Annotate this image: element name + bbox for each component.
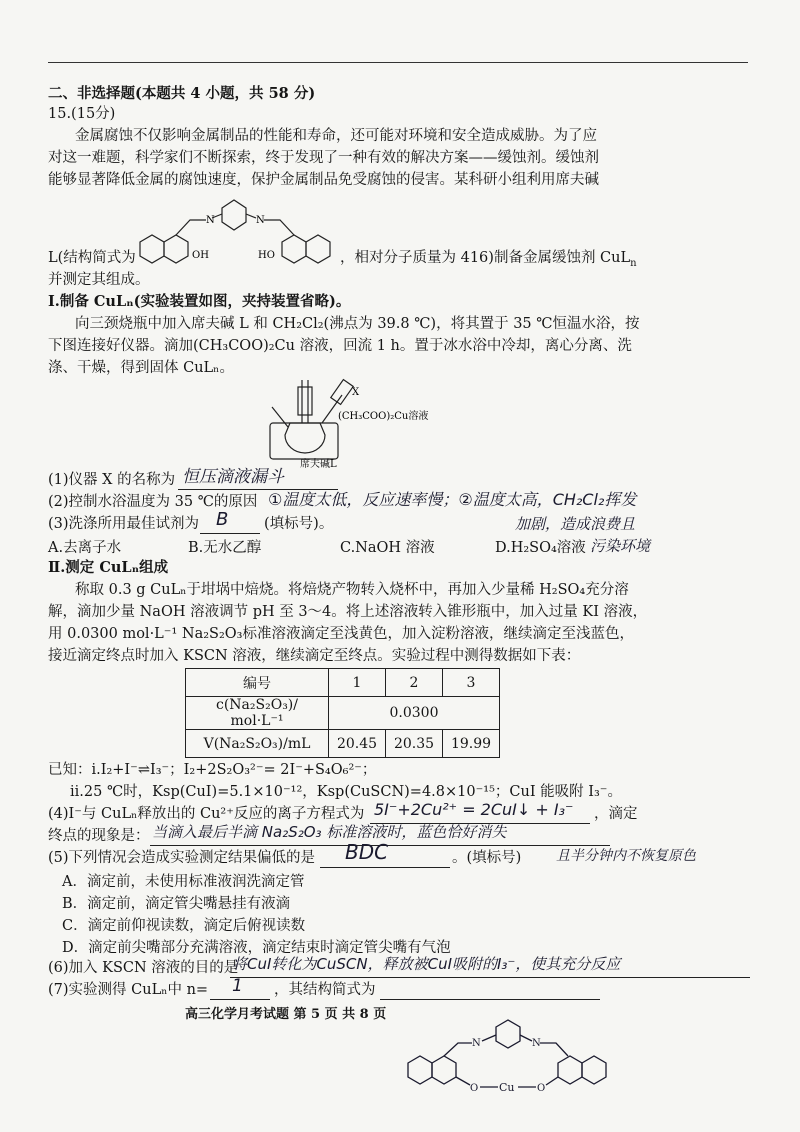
q7-tail: ，其结构简式为: [274, 982, 376, 998]
ligand-ring: [140, 235, 164, 263]
titration-table: [185, 668, 500, 758]
table-header: 3: [443, 669, 500, 697]
product-o-label: O: [470, 1083, 479, 1094]
ligand-ring: [222, 200, 246, 230]
product-ring: [432, 1056, 456, 1084]
apparatus-label-cu: (CH₃COO)₂Cu溶液: [338, 411, 429, 422]
q5-option-a: A．滴定前，未使用标准液润洗滴定管: [62, 874, 305, 890]
q6-blank: [230, 976, 750, 978]
q4-tail: ，滴定: [594, 806, 638, 822]
q4-line2: 终点的现象是：: [48, 828, 150, 844]
q1-answer: 恒压滴液漏斗: [182, 467, 284, 487]
product-bond: [546, 1077, 558, 1085]
page-footer: 高三化学月考试题 第 5 页 共 8 页: [185, 1007, 387, 1022]
ligand-suffix-text: ，相对分子质量为 416)制备金属缓蚀剂 CuL: [340, 250, 631, 266]
ligand-ring: [282, 235, 306, 263]
part1-text: 下图连接好仪器。滴加(CH₃COO)₂Cu 溶液，回流 1 h。置于冰水浴中冷却，离心分离、洗: [48, 338, 632, 354]
q4-answer: 5I⁻+2Cu²⁺ = 2CuI↓ + I₃⁻: [374, 800, 574, 819]
table-cell: 0.0300: [329, 697, 500, 730]
ligand-line2: 并测定其组成。: [48, 272, 150, 288]
q3-option-b: B.无水乙醇: [188, 540, 262, 556]
product-n-label: N: [472, 1038, 481, 1049]
condenser-jacket: [298, 387, 312, 415]
apparatus-label-flask: 席夫碱L: [300, 459, 337, 470]
table-cell: 20.45: [329, 730, 386, 758]
q3-option-c: C.NaOH 溶液: [340, 540, 435, 556]
q5-answer: BDC: [345, 840, 389, 864]
product-ring: [582, 1056, 606, 1084]
table-row: [186, 669, 500, 697]
section-title: 二、非选择题(本题共 4 小题，共 58 分): [48, 85, 316, 102]
q3-blank: [200, 532, 260, 534]
ligand-suffix-sub: n: [630, 257, 637, 269]
ligand-n-label: N: [256, 215, 265, 226]
table-cell: c(Na₂S₂O₃)/ mol·L⁻¹: [186, 697, 329, 730]
part1-text: 向三颈烧瓶中加入席夫碱 L 和 CH₂Cl₂(沸点为 39.8 ℃)，将其置于 35 ℃恒温水浴，按: [75, 316, 640, 332]
q4-answer-2: 当滴入最后半滴 Na₂S₂O₃ 标准溶液时，蓝色恰好消失: [152, 823, 507, 841]
top-rule: [48, 62, 748, 63]
ligand-structure-diagram: [130, 190, 340, 270]
table-row: [186, 730, 500, 758]
product-bond: [444, 1043, 472, 1056]
flask: [285, 423, 325, 453]
table-header: 2: [386, 669, 443, 697]
q2-answer-cont: 加剧，造成浪费且: [515, 515, 636, 533]
table-header: 编号: [186, 669, 329, 697]
water-bath: [270, 423, 338, 459]
ligand-suffix: [340, 248, 637, 274]
ligand-oh-label: OH: [192, 250, 209, 261]
ligand-ho-label: HO: [258, 250, 275, 261]
product-cu-label: Cu: [499, 1081, 515, 1094]
part2-text: 接近滴定终点时加入 KSCN 溶液，继续滴定至终点。实验过程中测得数据如下表：: [48, 648, 581, 664]
q3-text: (3)洗涤所用最佳试剂为: [48, 516, 200, 532]
q3-answer: B: [216, 509, 229, 530]
q3-option-d: D.H₂SO₄溶液: [495, 540, 586, 556]
q4-text: (4)I⁻与 CuLₙ释放出的 Cu²⁺反应的离子方程式为: [48, 806, 365, 822]
funnel-x-body: [331, 380, 353, 405]
known-2: ii.25 ℃时，Ksp(CuI)=5.1×10⁻¹²，Ksp(CuSCN)=4.8×10⁻¹⁵；CuI 能吸附 I₃⁻。: [70, 784, 622, 800]
table-header: 1: [329, 669, 386, 697]
part2-title: Ⅱ.测定 CuLₙ组成: [48, 559, 169, 576]
q7-answer: 1: [232, 976, 243, 996]
intro-line: 能够显著降低金属的腐蚀速度，保护金属制品免受腐蚀的侵害。某科研小组利用席夫碱: [48, 172, 599, 188]
product-bond: [456, 1077, 470, 1085]
product-bond: [482, 1035, 496, 1041]
intro-line: 金属腐蚀不仅影响金属制品的性能和寿命，还可能对环境和安全造成威胁。为了应: [75, 128, 597, 144]
ligand-bond: [264, 220, 294, 235]
ligand-prefix: L(结构简式为: [48, 250, 136, 266]
ligand-bond: [246, 214, 256, 218]
q7-text: (7)实验测得 CuLₙ中 n=: [48, 982, 209, 998]
apparatus-diagram: [250, 375, 450, 470]
q6-text: (6)加入 KSCN 溶液的目的是: [48, 960, 239, 976]
product-bond: [520, 1035, 532, 1041]
q7-blank-2: [380, 998, 600, 1000]
q1-text: (1)仪器 X 的名称为: [48, 472, 176, 488]
part2-text: 称取 0.3 g CuLₙ于坩埚中焙烧。将焙烧产物转入烧杯中，再加入少量稀 H₂SO₄充分溶: [75, 582, 629, 598]
ligand-n-label: N: [206, 215, 215, 226]
intro-line: 对这一难题，科学家们不断探索，终于发现了一种有效的解决方案——缓蚀剂。缓蚀剂: [48, 150, 599, 166]
part2-text: 用 0.0300 mol·L⁻¹ Na₂S₂O₃标准溶液滴定至浅黄色，加入淀粉溶液，继续滴定至浅蓝色，: [48, 626, 634, 642]
product-o-label: O: [537, 1083, 546, 1094]
part1-text: 涤、干燥，得到固体 CuLₙ。: [48, 360, 234, 376]
q5-note: 且半分钟内不恢复原色: [556, 848, 696, 864]
product-bond: [540, 1043, 568, 1056]
q5-tail: 。(填标号): [452, 850, 522, 866]
ligand-bond: [176, 220, 206, 235]
ligand-ring: [164, 235, 188, 263]
q6-answer: 将CuI转化为CuSCN，释放被CuI吸附的I₃⁻，使其充分反应: [232, 955, 621, 973]
product-structure-drawing: [400, 1015, 620, 1105]
part1-title: Ⅰ.制备 CuLₙ(实验装置如图，夹持装置省略)。: [48, 293, 351, 310]
product-n-label: N: [532, 1038, 541, 1049]
thermometer: [272, 407, 288, 427]
q3-option-a: A.去离子水: [48, 540, 122, 556]
product-ring: [496, 1020, 520, 1048]
table-cell: V(Na₂S₂O₃)/mL: [186, 730, 329, 758]
table-cell: 19.99: [443, 730, 500, 758]
q5-text: (5)下列情况会造成实验测定结果偏低的是: [48, 850, 316, 866]
q5-blank: [320, 866, 450, 868]
q3-tail: (填标号)。: [264, 516, 334, 532]
known-1: 已知：i.I₂+I⁻⇌I₃⁻；I₂+2S₂O₃²⁻= 2I⁻+S₄O₆²⁻；: [48, 762, 377, 778]
q5-option-b: B．滴定前，滴定管尖嘴悬挂有液滴: [62, 896, 291, 912]
part2-text: 解，滴加少量 NaOH 溶液调节 pH 至 3～4。将上述溶液转入锥形瓶中，加入过量 KI 溶液，: [48, 604, 648, 620]
q2-answer-cont: 污染环境: [590, 537, 651, 555]
table-row: [186, 697, 500, 730]
product-ring: [408, 1056, 432, 1084]
apparatus-label-x: X: [352, 387, 360, 398]
q5-option-d: D．滴定前尖嘴部分充满溶液，滴定结束时滴定管尖嘴有气泡: [62, 940, 451, 956]
q2-text: (2)控制水浴温度为 35 ℃的原因: [48, 494, 258, 510]
ligand-ring: [306, 235, 330, 263]
q2-answer: ①温度太低，反应速率慢；②温度太高，CH₂Cl₂挥发: [268, 490, 637, 509]
product-ring: [558, 1056, 582, 1084]
q7-blank: [210, 998, 270, 1000]
question-number: 15.(15分): [48, 106, 116, 122]
q5-option-c: C．滴定前仰视读数，滴定后俯视读数: [62, 918, 306, 934]
table-cell: 20.35: [386, 730, 443, 758]
